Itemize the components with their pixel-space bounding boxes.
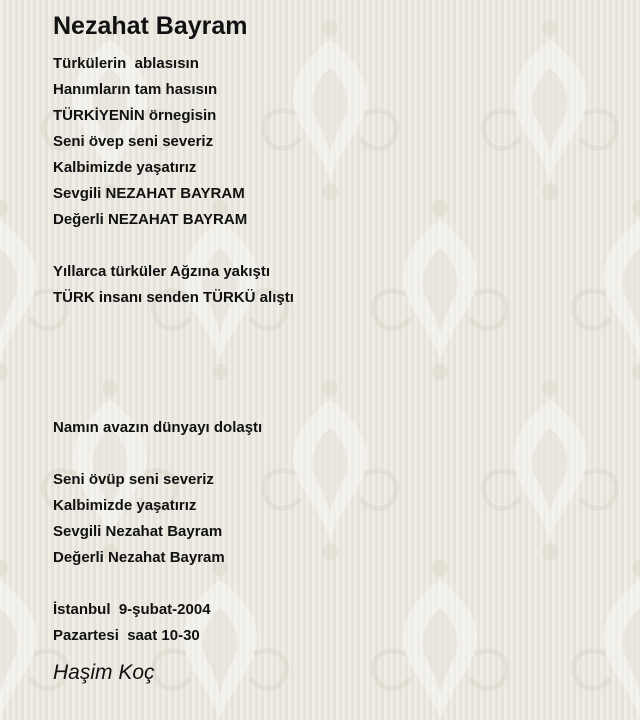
poem-line-blank: [53, 571, 613, 597]
poem-line: Seni övüp seni severiz: [53, 471, 214, 488]
poem-line: Kalbimizde yaşatırız: [53, 497, 197, 514]
poem-line: TÜRKİYENİN örnegisin: [53, 107, 217, 124]
poem-line: Hanımların tam hasısın: [53, 81, 218, 98]
poem-line: TÜRK insanı senden TÜRKÜ alıştı: [53, 289, 294, 306]
poem-line: Sevgili NEZAHAT BAYRAM: [53, 185, 245, 202]
poem-line: Yıllarca türküler Ağzına yakıştı: [53, 263, 271, 280]
poem-author: Haşim Koç: [53, 661, 155, 684]
poem-line-blank: [53, 363, 613, 389]
poem-date-line: İstanbul 9-şubat-2004: [53, 601, 211, 618]
poem-line: Türkülerin ablasısın: [53, 55, 199, 72]
poem-line-blank: [53, 233, 613, 259]
poem-line: Seni övep seni severiz: [53, 133, 214, 150]
poem-line: Namın avazın dünyayı dolaştı: [53, 419, 263, 436]
poem-title: Nezahat Bayram: [53, 12, 248, 40]
poem-line: Değerli NEZAHAT BAYRAM: [53, 211, 248, 228]
poem-line: Kalbimizde yaşatırız: [53, 159, 197, 176]
poem-line: Değerli Nezahat Bayram: [53, 549, 225, 566]
poem-line-blank: [53, 389, 613, 415]
poem-line-blank: [53, 311, 613, 337]
poem-line-blank: [53, 337, 613, 363]
poem-container: [53, 8, 613, 688]
poem-time-line: Pazartesi saat 10-30: [53, 627, 200, 644]
poem-line: Sevgili Nezahat Bayram: [53, 523, 223, 540]
poem-body: [53, 51, 613, 649]
poem-line-blank: [53, 441, 613, 467]
